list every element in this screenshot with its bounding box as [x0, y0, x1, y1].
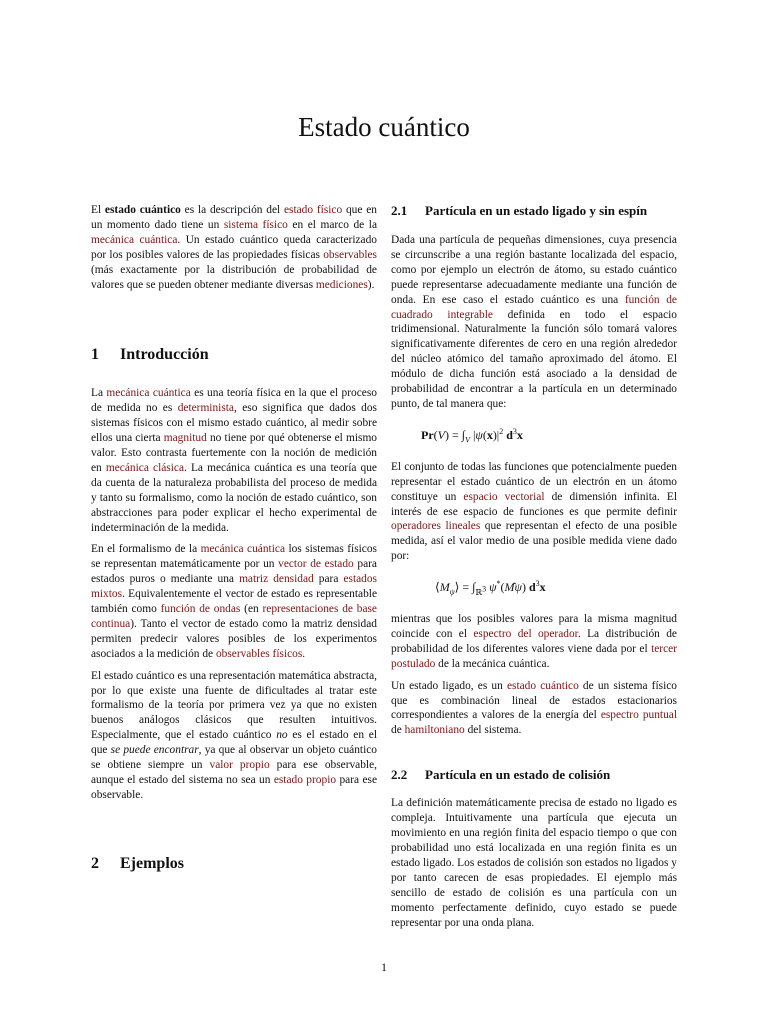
equation-probability: $Pr(V) = \int_V$ $|\psi(x)|^2$ $d^3x$ [421, 426, 523, 445]
section-heading-ejemplos: 2 Ejemplos [91, 854, 184, 872]
link-operadores-lineales[interactable]: operadores lineales [391, 520, 481, 533]
link-vector-de-estado[interactable]: vector de estado [278, 558, 354, 571]
link-funcion-cuadrado-integrable[interactable]: función de cuadrado integrable [391, 293, 677, 321]
link-mecanica-cuantica[interactable]: mecánica cuántica [200, 543, 285, 556]
link-espectro-puntual[interactable]: espectro puntual [600, 709, 677, 722]
link-mecanica-cuantica[interactable]: mecánica cuántica [106, 387, 191, 400]
right-column [391, 202, 677, 937]
link-mecanica-cuantica[interactable]: mecánica cuántica [91, 233, 178, 246]
sub21-paragraph-3: mientras que los posibles valores para la misma magnitud coincide con el espectro del operador. La distribución de probabilidad de los diferentes valores viene dada por el tercer postulado de la mecánica cuántica. [391, 613, 677, 670]
section-heading-introduccion: 1 Introducción [91, 346, 209, 364]
link-espacio-vectorial[interactable]: espacio vectorial [463, 490, 545, 503]
link-espectro-del-operador[interactable]: espectro del operador [473, 627, 578, 640]
subsection-heading-2-1: 2.1 Partícula en un estado ligado y sin espín [391, 203, 648, 218]
link-sistema-fisico[interactable]: sistema físico [223, 218, 288, 231]
sub21-paragraph-2: El conjunto de todas las funciones que potencialmente pueden representar el estado cuántico de un electrón en un átomo constituye un espacio vectorial de dimensión infinita. El interés de ese espacio de funciones es que permite definir operadores lineales que representan el efecto de una posible medida, así el valor medio de una posible medida viene dado por: [391, 460, 677, 563]
link-mediciones[interactable]: mediciones [315, 278, 368, 291]
link-matriz-densidad[interactable]: matriz densidad [239, 573, 314, 586]
link-estado-propio[interactable]: estado propio [273, 774, 337, 786]
link-estados-mixtos[interactable]: estados mixtos [91, 573, 377, 601]
link-determinista[interactable]: determinista [177, 402, 234, 415]
link-estado-cuantico[interactable]: estado cuántico [506, 679, 579, 692]
intro-paragraph: El estado cuántico es la descripción del estado físico que en un momento dado tiene un sistema físico en el marco de la mecánica cuántica. Un estado cuántico queda caracterizado por los posibles valores de las propiedades físicas observables (más exactamente por la distribución de probabilidad de valores que se pueden obtener mediante diversas mediciones). [91, 204, 377, 291]
link-observables-fisicos[interactable]: observables físicos [215, 647, 303, 660]
link-mecanica-clasica[interactable]: mecánica clásica [105, 461, 184, 474]
term-estado-cuantico: estado cuántico [104, 204, 181, 216]
link-valor-propio[interactable]: valor propio [209, 759, 270, 772]
page-title: Estado cuántico [298, 112, 470, 142]
page-number: 1 [381, 960, 387, 974]
intro-section-paragraph-3: El estado cuántico es una representación matemática abstracta, por lo que existe una fuente de dificultades al tratar este formalismo de la teoría por primera vez ya que no existen buenos análogos clásicos que resulten intuitivos. Especialmente, que el estado cuántico no es el estado en el que se puede encontrar, ya que al observar un objeto cuántico se obtiene siempre un valor propio para ese observable, aunque el estado del sistema no sea un estado propio para ese observable. [91, 669, 378, 801]
link-magnitud[interactable]: magnitud [163, 432, 207, 445]
link-hamiltoniano[interactable]: hamiltoniano [404, 724, 465, 737]
equation-mean-value: $⟨M_\psi⟩ = \int_{ℝ^3}$ ψ*(Mψ) $d^3x$ [435, 579, 546, 597]
link-observables[interactable]: observables [323, 248, 377, 261]
intro-section-paragraph-2: En el formalismo de la mecánica cuántica los sistemas físicos se representan matemáticamente por un vector de estado para estados puros o mediante una matriz densidad para estados mixtos. Equivalentemente el vector de estado es representable también como función de ondas (en representaciones de base continua). Tanto el vector de estado como la matriz densidad permiten predecir valores posibles de los experimentos asociados a la medición de observables físicos. [91, 543, 377, 660]
link-representaciones-base-continua[interactable]: representaciones de base continua [91, 603, 377, 630]
sub22-paragraph-1: La definición matemáticamente precisa de estado no ligado es compleja. Intuitivamente una partícula que ejecuta un movimiento en una región finita del espacio tiempo o que con probabilidad uno está localizada en una región finita es un estado ligado. Los estados de colisión son estados no ligados y por tanto carecen de esas propiedades. El ejemplo más sencillo de estado de colisión es una partícula con un momento perfectamente definido, cuyo estado se puede representar por una onda plana. [391, 797, 677, 929]
sub21-paragraph-1: Dada una partícula de pequeñas dimensiones, cuya presencia se circunscribe a una región bastante localizada del espacio, como por ejemplo un electrón de átomo, su estado cuántico puede representarse adecuadamente mediante una función de onda. En ese caso el estado cuántico es una función de cuadrado integrable definida en todo el espacio tridimensional. Naturalmente la función sólo tomará valores significativamente diferentes de cero en una región alrededor del núcleo atómico del tamaño aproximado del átomo. El módulo de dicha función está asociado a la densidad de probabilidad de encontrar a la partícula en un determinado punto, de tal manera que: [391, 234, 677, 410]
link-estado-fisico[interactable]: estado físico [283, 204, 343, 216]
subsection-heading-2-2: 2.2 Partícula en un estado de colisión [391, 767, 611, 783]
left-column [91, 203, 377, 872]
link-tercer-postulado[interactable]: tercer postulado [391, 642, 677, 670]
intro-section-paragraph-1: La mecánica cuántica es una teoría física en la que el proceso de medida no es determinista, eso significa que dados dos sistemas físicos con el mismo estado cuántico, al medir sobre ellos una cierta magnitud no tiene por qué obtenerse el mismo valor. Esto contrasta fuertemente con la noción de medición en mecánica clásica. La mecánica cuántica es una teoría que da cuenta de la naturaleza probabilista del proceso de medida y tanto su formalismo, como la noción de estado cuántico, son abstracciones para poder explicar el hecho experimental de indeterminación de la medida. [91, 387, 378, 534]
sub21-paragraph-4: Un estado ligado, es un estado cuántico de un sistema físico que es combinación lineal de estados estacionarios correspondientes a valores de la energía del espectro puntual de hamiltoniano del sistema. [391, 679, 677, 737]
link-funcion-de-ondas[interactable]: función de ondas [160, 603, 241, 616]
